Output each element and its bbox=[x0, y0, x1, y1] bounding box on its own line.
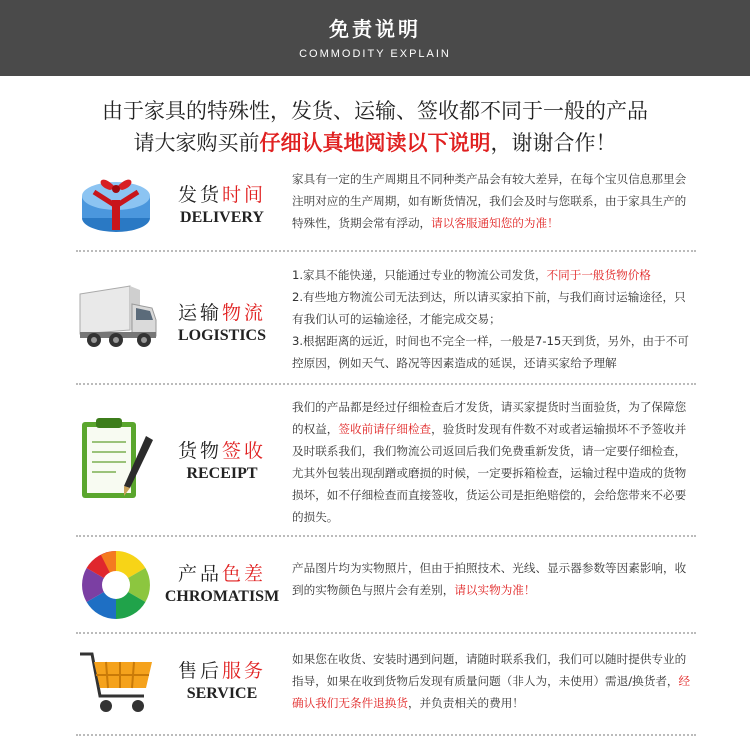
section-delivery bbox=[76, 160, 696, 248]
logistics-title-en: LOGISTICS bbox=[177, 327, 267, 344]
section-service bbox=[76, 640, 696, 730]
logistics-title-a: 运输 bbox=[177, 302, 222, 324]
intro-line-1: 由于家具的特殊性，发货、运输、签收都不同于一般的产品 bbox=[102, 99, 648, 123]
receipt-label bbox=[162, 436, 282, 483]
divider bbox=[76, 383, 696, 385]
receipt-title-a: 货物 bbox=[177, 440, 222, 462]
receipt-body-a: 我们的产品都是经过仔细检查后才发货，请买家提货时当面验货，为了保障您的权益， bbox=[292, 400, 687, 436]
page-title: 免责说明 bbox=[329, 17, 421, 41]
logistics-point-1-text: 1.家具不能快递，只能通过专业的物流公司发货， bbox=[292, 268, 547, 282]
logistics-text bbox=[292, 264, 694, 374]
service-body-a: 如果您在收货、安装时遇到问题，请随时联系我们，我们可以随时提供专业的指导，如果在收到货物后发现有质量问题（非人为，未使用）需退/换货者， bbox=[292, 652, 687, 688]
clipboard-pen-icon bbox=[76, 416, 160, 506]
divider bbox=[76, 250, 696, 252]
logistics-point-2: 2.有些地方物流公司无法到达，所以请买家拍下前，与我们商讨运输途径，只有我们认可的运输途径，才能完成交易； bbox=[292, 290, 686, 326]
logistics-title-b: 物流 bbox=[222, 302, 267, 324]
receipt-title-b: 签收 bbox=[222, 440, 267, 462]
chromatism-title-a: 产品 bbox=[177, 563, 222, 585]
chromatism-text bbox=[292, 557, 694, 601]
delivery-label bbox=[162, 180, 282, 227]
color-wheel-icon bbox=[76, 547, 158, 627]
service-body-b: ，并负责相关的费用！ bbox=[407, 696, 524, 710]
intro-prefix: 请大家购买前 bbox=[133, 131, 260, 155]
delivery-body: 家具有一定的生产周期且不同种类产品会有较大差异，在每个宝贝信息那里会注明对应的生产周期，如有断货情况，我们会及时与您联系，由于家具生产的特殊性，货期会常有浮动， bbox=[292, 172, 687, 230]
delivery-highlight: 请以客服通知您的为准！ bbox=[431, 216, 559, 230]
logistics-point-3: 3.根据距离的远近，时间也不完全一样，一般是7-15天到货，另外，由于不可控原因，例如天气、路况等因素造成的延误，还请买家给予理解 bbox=[292, 334, 689, 370]
divider bbox=[76, 632, 696, 634]
truck-icon bbox=[76, 280, 160, 354]
divider bbox=[76, 535, 696, 537]
service-title-a: 售后 bbox=[177, 660, 222, 682]
chromatism-title-en: CHROMATISM bbox=[164, 588, 280, 605]
chromatism-body: 产品图片均为实物照片，但由于拍照技术、光线、显示器参数等因素影响，收到的实物颜色与照片会有差别， bbox=[292, 561, 687, 597]
gift-box-icon bbox=[76, 166, 156, 242]
delivery-title-a: 发货 bbox=[177, 184, 222, 206]
service-text bbox=[292, 648, 694, 714]
intro-suffix: ，谢谢合作！ bbox=[490, 131, 617, 155]
header-banner bbox=[0, 0, 750, 76]
service-highlight: 经确认我们无条件退换货 bbox=[292, 674, 691, 710]
shopping-cart-icon bbox=[76, 646, 158, 722]
logistics-label bbox=[162, 298, 282, 345]
section-receipt bbox=[76, 392, 696, 524]
chromatism-label bbox=[162, 559, 282, 606]
service-title-b: 服务 bbox=[222, 660, 267, 682]
chromatism-title-b: 色差 bbox=[222, 563, 267, 585]
logistics-highlight: 不同于一般货物价格 bbox=[546, 268, 651, 282]
delivery-text bbox=[292, 168, 694, 234]
logistics-point-1 bbox=[292, 264, 694, 286]
delivery-title-b: 时间 bbox=[222, 184, 267, 206]
section-chromatism bbox=[76, 545, 696, 625]
chromatism-highlight: 请以实物为准！ bbox=[454, 583, 536, 597]
service-label bbox=[162, 656, 282, 703]
receipt-title-en: RECEIPT bbox=[186, 465, 258, 482]
intro-highlight: 仔细认真地阅读以下说明 bbox=[259, 131, 491, 155]
delivery-title-en: DELIVERY bbox=[180, 209, 264, 226]
receipt-text bbox=[292, 396, 694, 528]
section-logistics bbox=[76, 258, 696, 370]
page-subtitle: COMMODITY EXPLAIN bbox=[299, 48, 451, 60]
service-title-en: SERVICE bbox=[186, 685, 258, 702]
receipt-highlight: 签收前请仔细检查 bbox=[338, 422, 432, 436]
intro-line-2 bbox=[0, 127, 750, 157]
receipt-body-b: ，验货时发现有件数不对或者运输损坏不予签收并及时联系我们，我们物流公司返回后我们免费重新发货，请一定要仔细检查，尤其外包装出现刮蹭或磨损的时候，一定要拆箱检查，运输过程中造成的货物损坏，如不仔细检查而直接签收，货运公司是拒绝赔偿的，会给您带来不必要的损失。 bbox=[292, 422, 687, 524]
divider bbox=[76, 734, 696, 736]
